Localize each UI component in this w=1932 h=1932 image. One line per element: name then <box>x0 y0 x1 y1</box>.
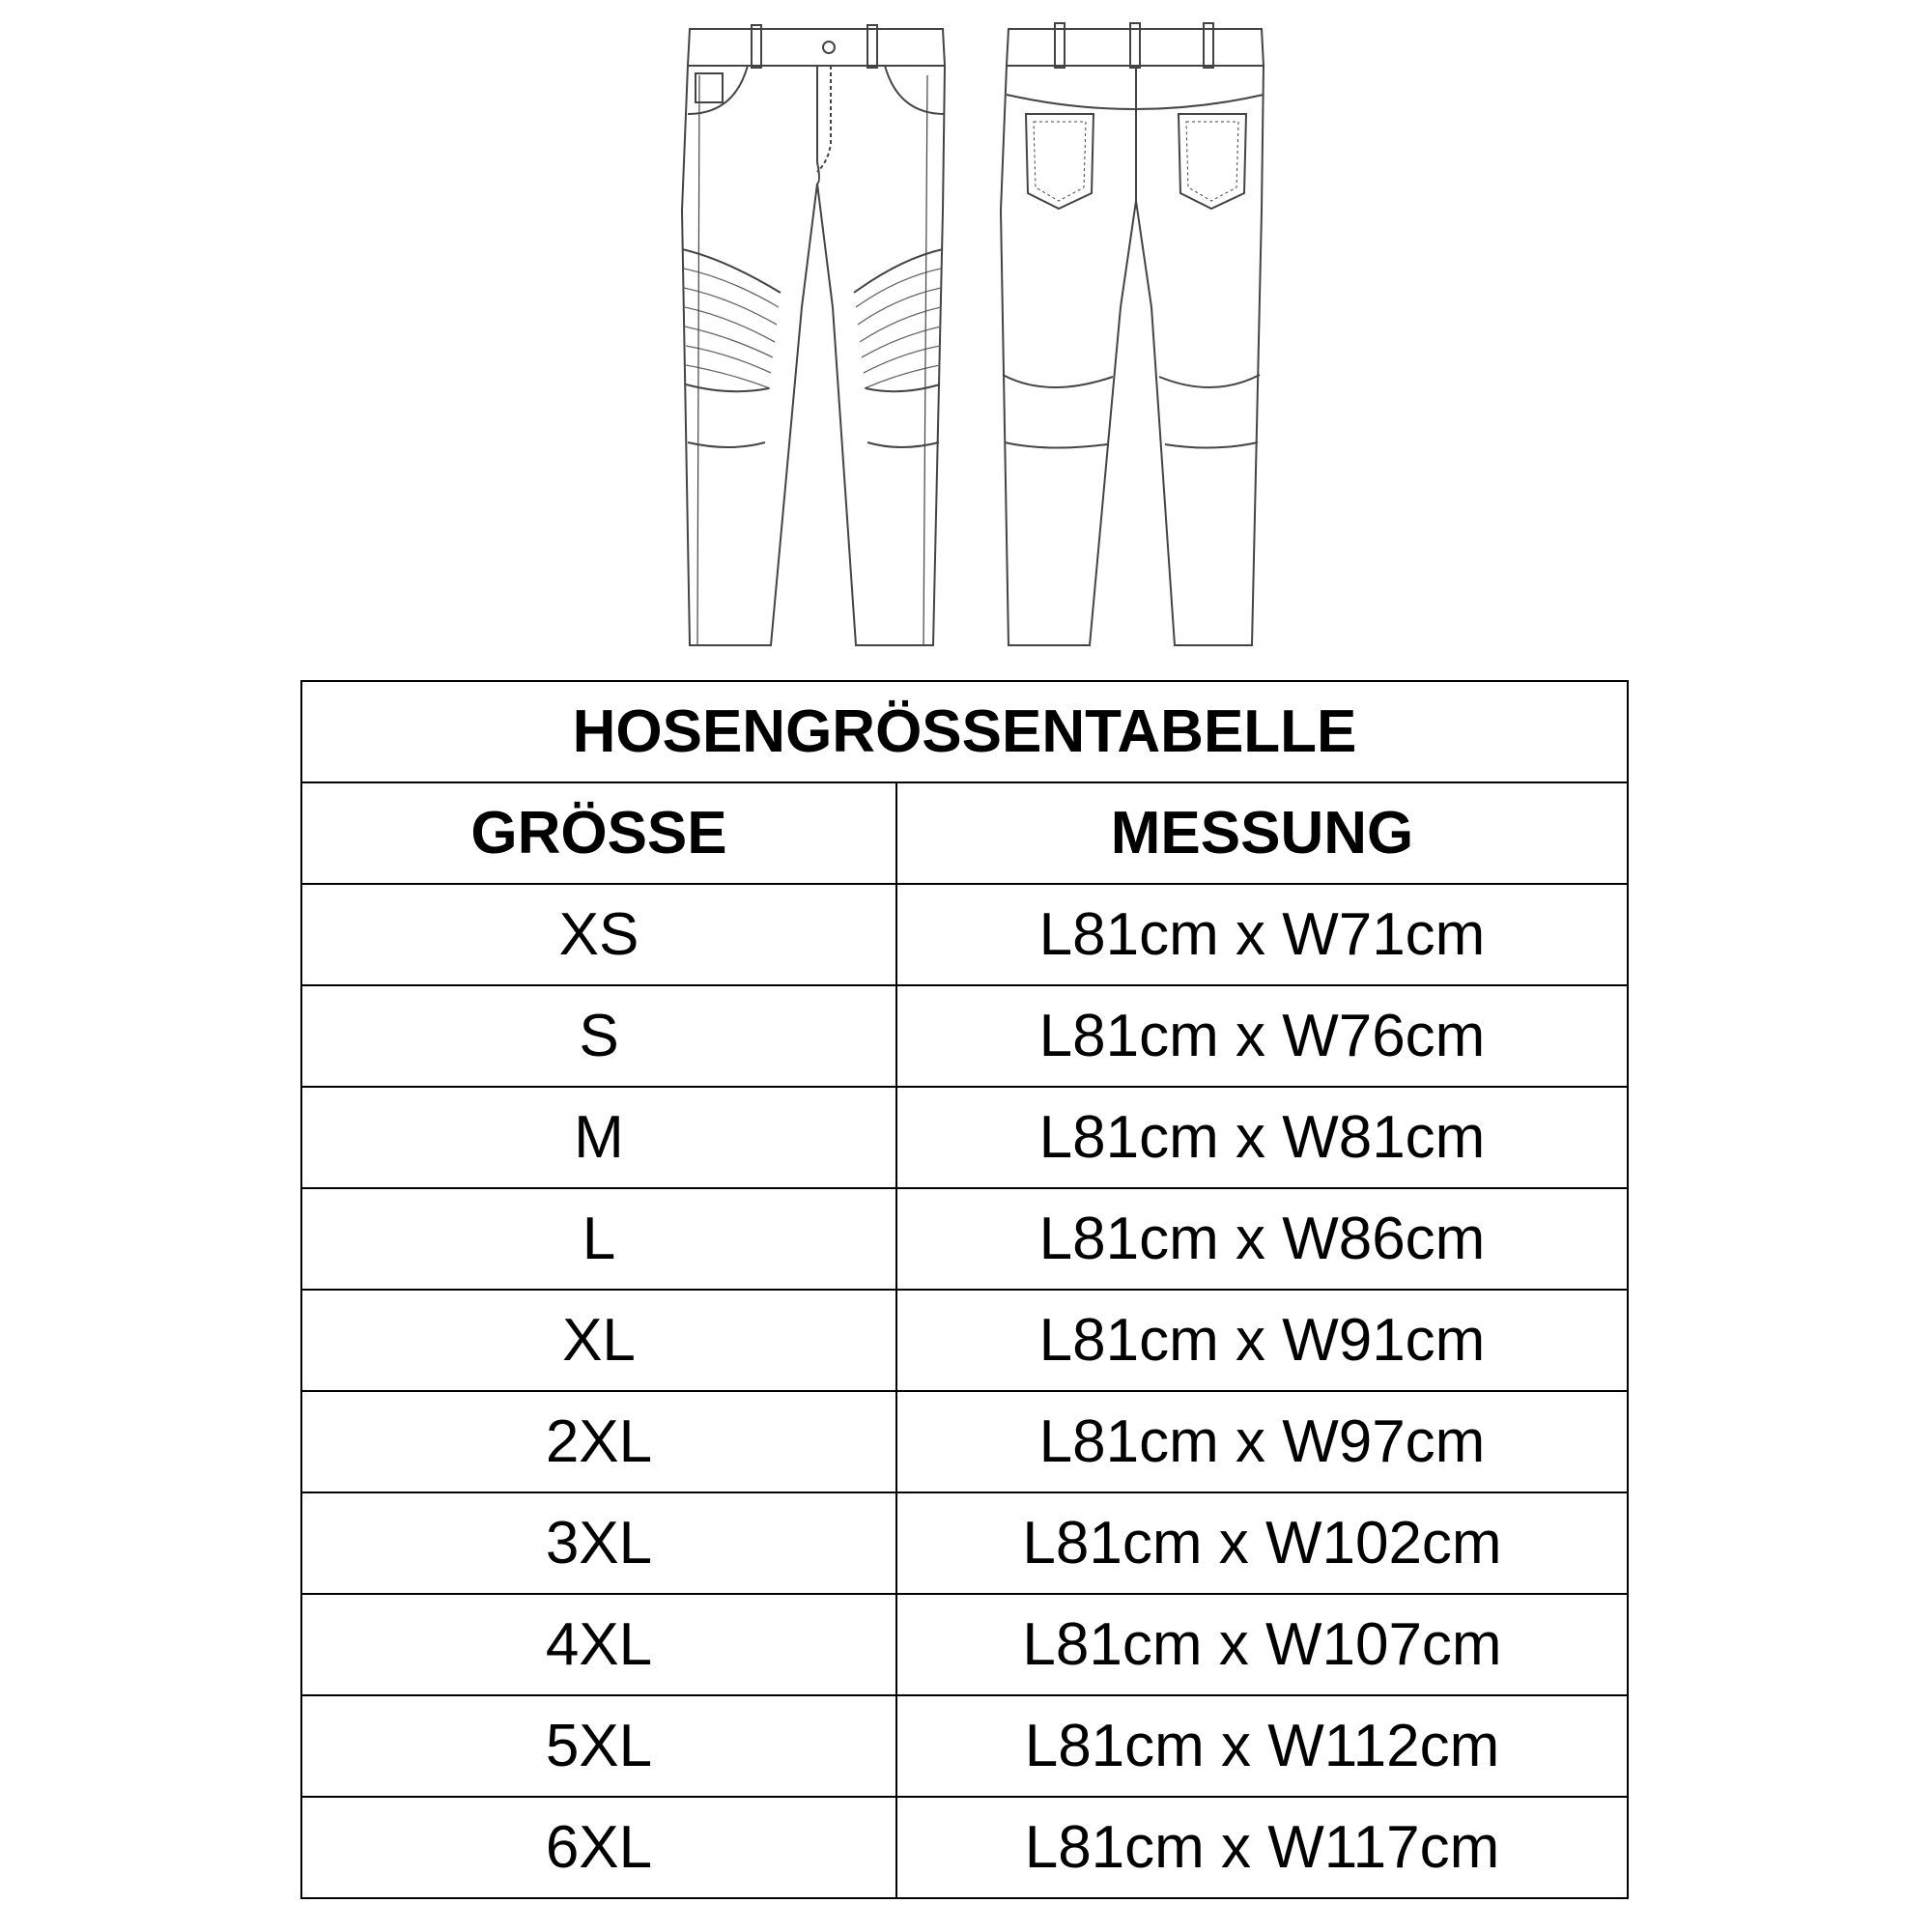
size-cell: S <box>301 985 896 1087</box>
size-cell: 4XL <box>301 1594 896 1695</box>
table-row <box>301 1797 1628 1898</box>
measure-cell: L81cm x W117cm <box>896 1797 1628 1898</box>
measure-cell: L81cm x W112cm <box>896 1695 1628 1797</box>
table-row <box>301 1290 1628 1391</box>
size-cell: 3XL <box>301 1492 896 1594</box>
size-table <box>300 680 1629 1899</box>
table-row <box>301 985 1628 1087</box>
table-title: HOSENGRÖSSENTABELLE <box>301 681 1628 782</box>
measure-cell: L81cm x W81cm <box>896 1087 1628 1188</box>
size-cell: 2XL <box>301 1391 896 1492</box>
measure-cell: L81cm x W86cm <box>896 1188 1628 1290</box>
size-cell: 6XL <box>301 1797 896 1898</box>
table-row <box>301 884 1628 985</box>
measure-cell: L81cm x W91cm <box>896 1290 1628 1391</box>
size-cell: 5XL <box>301 1695 896 1797</box>
table-row <box>301 1695 1628 1797</box>
size-cell: M <box>301 1087 896 1188</box>
size-cell: XS <box>301 884 896 985</box>
pants-back-drawing <box>1001 23 1264 645</box>
measure-cell: L81cm x W107cm <box>896 1594 1628 1695</box>
measure-cell: L81cm x W76cm <box>896 985 1628 1087</box>
size-cell: XL <box>301 1290 896 1391</box>
header-size: GRÖSSE <box>301 782 896 884</box>
table-row <box>301 1391 1628 1492</box>
header-measure: MESSUNG <box>896 782 1628 884</box>
size-cell: L <box>301 1188 896 1290</box>
table-row <box>301 1492 1628 1594</box>
table-row <box>301 1188 1628 1290</box>
measure-cell: L81cm x W102cm <box>896 1492 1628 1594</box>
pants-front-drawing <box>682 25 945 645</box>
table-row <box>301 1594 1628 1695</box>
measure-cell: L81cm x W97cm <box>896 1391 1628 1492</box>
measure-cell: L81cm x W71cm <box>896 884 1628 985</box>
pants-illustration <box>676 17 1275 665</box>
table-row <box>301 1087 1628 1188</box>
